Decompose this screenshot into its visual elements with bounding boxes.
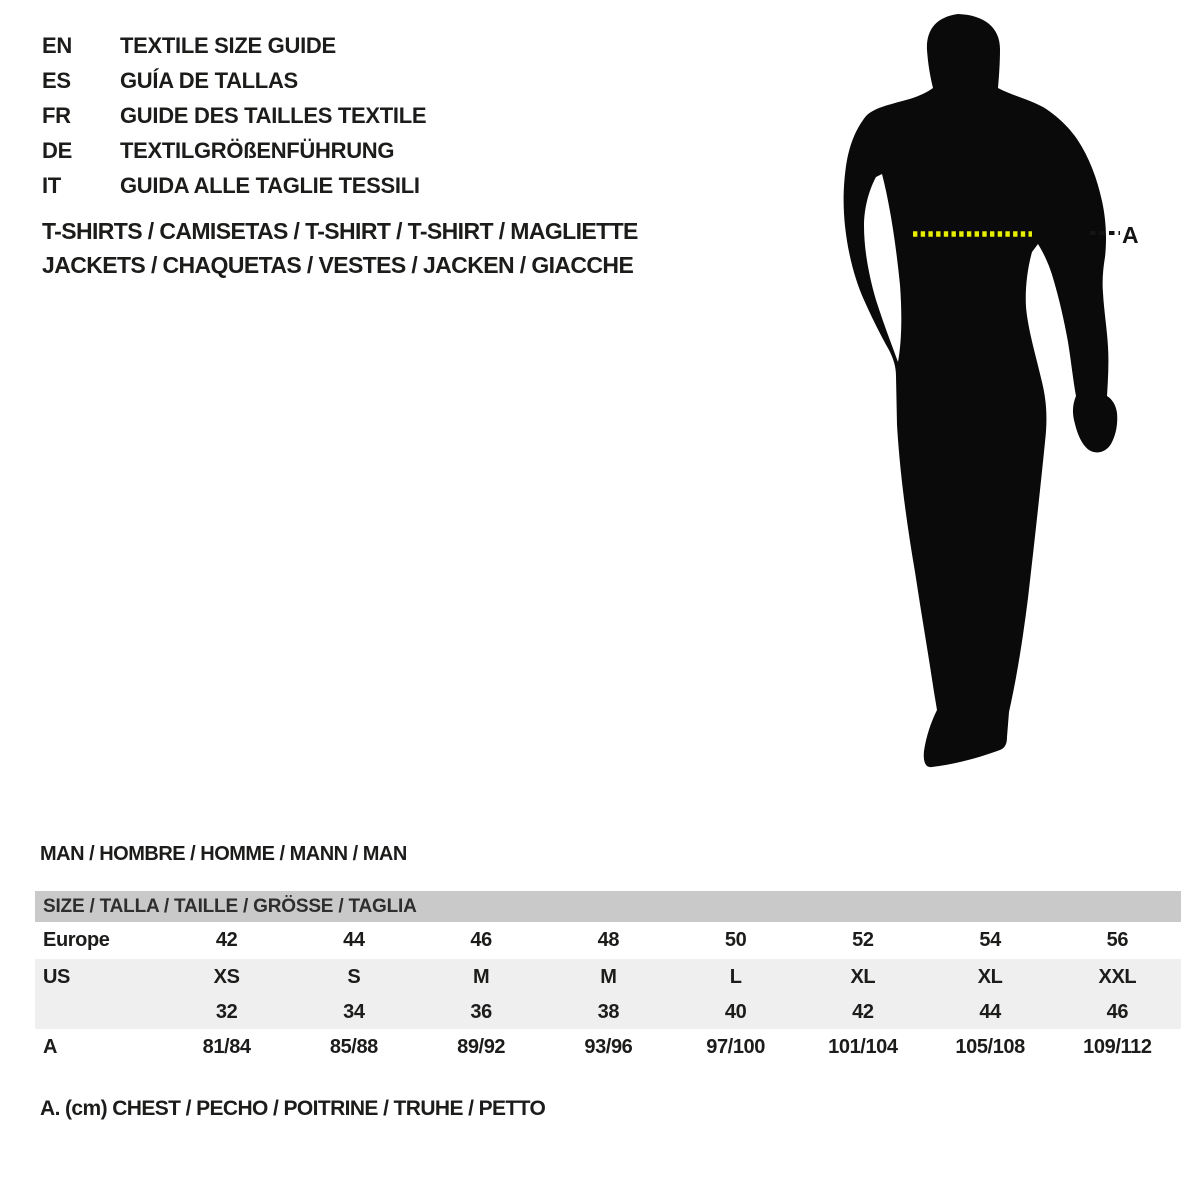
size-cell: 46	[1106, 1001, 1129, 1023]
size-cell: 48	[597, 929, 620, 951]
table-row	[35, 996, 1181, 1029]
size-cell: 34	[343, 1001, 365, 1023]
size-cell: 44	[979, 1001, 1001, 1023]
size-cell: M	[600, 966, 617, 988]
row-label: Europe	[43, 929, 110, 951]
size-cell: 32	[215, 1001, 238, 1023]
table-row	[35, 922, 1181, 959]
language-title: GUÍA DE TALLAS	[120, 68, 298, 93]
language-row	[42, 28, 426, 63]
man-silhouette-figure	[810, 0, 1200, 790]
size-cell: 97/100	[706, 1036, 766, 1058]
size-cell: 109/112	[1083, 1036, 1152, 1058]
size-cell: M	[472, 966, 490, 988]
size-cell: 89/92	[457, 1036, 506, 1058]
size-cell: 105/108	[955, 1036, 1025, 1058]
table-row	[35, 1029, 1181, 1065]
size-table-body	[35, 922, 1181, 1065]
size-cell: 42	[215, 929, 238, 951]
row-label: A	[43, 1036, 58, 1058]
language-row	[42, 98, 426, 133]
size-cell: XL	[850, 966, 876, 988]
measure-label-a: A	[1122, 222, 1139, 248]
language-code: ES	[42, 68, 71, 93]
language-code: FR	[42, 103, 71, 128]
size-cell: 81/84	[202, 1036, 251, 1058]
size-cell: 56	[1106, 929, 1129, 951]
language-row	[42, 63, 426, 98]
size-table	[35, 891, 1181, 1065]
size-cell: 40	[724, 1001, 747, 1023]
size-cell: L	[729, 966, 742, 988]
language-code: DE	[42, 138, 72, 163]
size-cell: 93/96	[584, 1036, 633, 1058]
language-code: IT	[42, 173, 61, 198]
language-row	[42, 168, 426, 203]
row-label	[35, 996, 163, 1029]
size-cell: S	[347, 966, 361, 988]
category-line-jackets: JACKETS / CHAQUETAS / VESTES / JACKEN / GIACCHE	[42, 252, 634, 278]
language-title: TEXTILGRÖßENFÜHRUNG	[120, 138, 395, 163]
row-label: US	[43, 966, 70, 988]
size-cell: XXL	[1098, 966, 1137, 988]
size-cell: 101/104	[828, 1036, 898, 1058]
footnote-chest: A. (cm) CHEST / PECHO / POITRINE / TRUHE / PETTO	[40, 1097, 546, 1120]
section-heading-man: MAN / HOMBRE / HOMME / MANN / MAN	[40, 843, 407, 865]
man-silhouette	[844, 14, 1118, 767]
size-cell: 85/88	[329, 1036, 378, 1058]
language-row	[42, 133, 426, 168]
category-block	[42, 214, 638, 282]
language-code: EN	[42, 33, 72, 58]
size-cell: XL	[977, 966, 1003, 988]
size-cell: XS	[213, 966, 240, 988]
language-title: GUIDE DES TAILLES TEXTILE	[120, 103, 427, 128]
table-row	[35, 959, 1181, 996]
size-cell: 44	[343, 929, 365, 951]
size-cell: 38	[597, 1001, 620, 1023]
category-line-tshirts: T-SHIRTS / CAMISETAS / T-SHIRT / T-SHIRT / MAGLIETTE	[42, 218, 638, 244]
size-cell: 52	[852, 929, 874, 951]
size-cell: 46	[470, 929, 492, 951]
language-title: GUIDA ALLE TAGLIE TESSILI	[120, 173, 420, 198]
size-table-header: SIZE / TALLA / TAILLE / GRÖSSE / TAGLIA	[35, 891, 1181, 922]
size-cell: 36	[470, 1001, 492, 1023]
language-title: TEXTILE SIZE GUIDE	[120, 33, 336, 58]
language-guide	[42, 28, 426, 203]
size-cell: 50	[724, 929, 747, 951]
size-cell: 54	[979, 929, 1001, 951]
size-cell: 42	[852, 1001, 874, 1023]
